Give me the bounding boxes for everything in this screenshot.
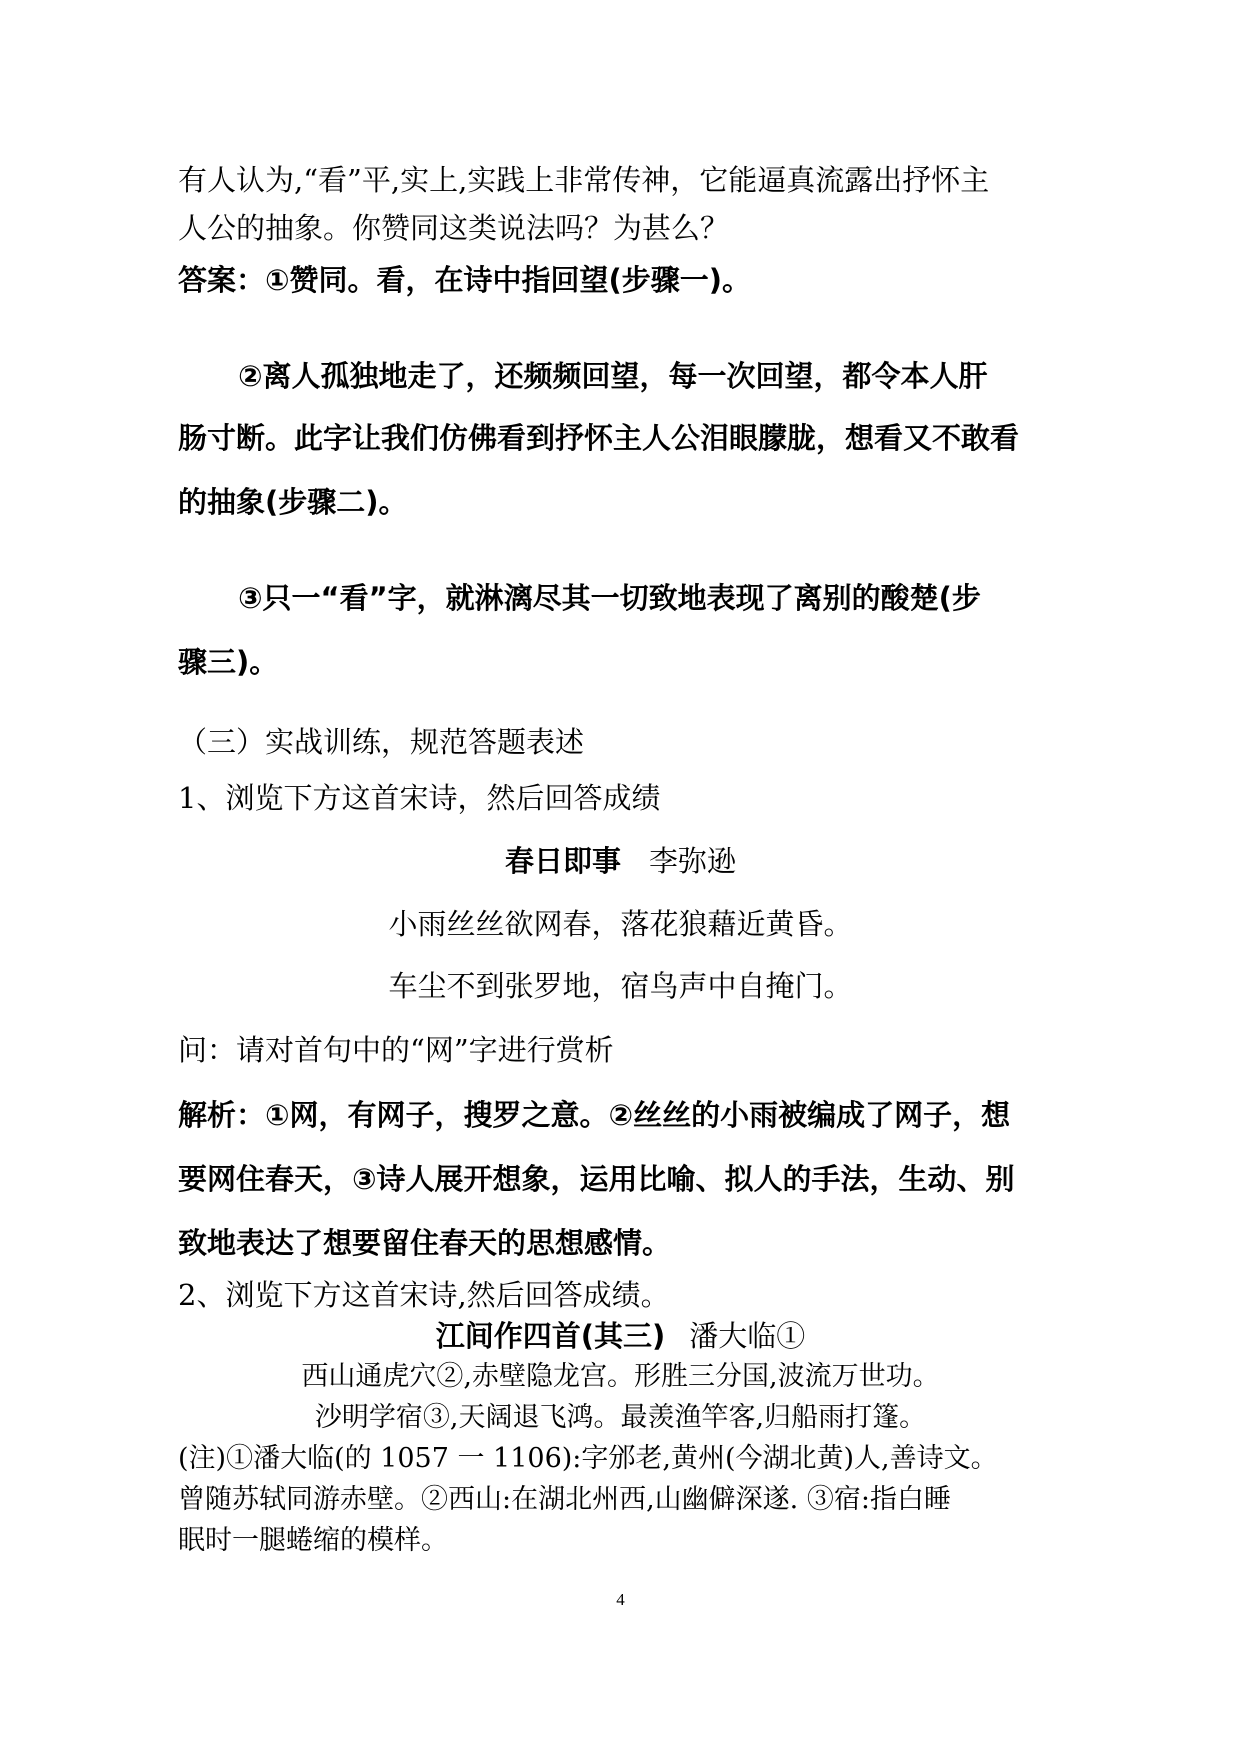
answer-line-2: ②离人孤独地走了，还频频回望，每一次回望，都令本人肝 bbox=[238, 359, 988, 393]
exercise-1-poem-author: 李弥逊 bbox=[649, 844, 737, 878]
exercise-2-poem-line-1: 西山通虎穴②,赤壁隐龙宫。形胜三分国,波流万世功。 bbox=[301, 1361, 940, 1392]
answer-line-6: 骤三)。 bbox=[178, 645, 279, 679]
exercise-1-poem-heading bbox=[0, 843, 1241, 879]
exercise-1-poem-title: 春日即事 bbox=[504, 844, 621, 878]
exercise-2-poem-title: 江间作四首(其三) bbox=[435, 1319, 666, 1353]
exercise-1-poem-line-2: 车尘不到张罗地，宿鸟声中自掩门。 bbox=[388, 969, 853, 1003]
exercise-2-poem-heading bbox=[0, 1318, 1241, 1354]
exercise-1-analysis-line-1: 解析：①网，有网子，搜罗之意。②丝丝的小雨被编成了网子，想 bbox=[178, 1098, 1011, 1132]
exercise-1-analysis-line-2: 要网住春天，③诗人展开想象，运用比喻、拟人的手法，生动、别 bbox=[178, 1162, 1015, 1196]
exercise-2-poem-author: 潘大临① bbox=[689, 1319, 806, 1353]
answer-line-3: 肠寸断。此字让我们仿佛看到抒怀主人公泪眼朦胧，想看又不敢看 bbox=[178, 421, 1020, 455]
exercise-1-question: 问：请对首句中的“网”字进行赏析 bbox=[178, 1033, 614, 1067]
exercise-2-poem-line-2: 沙明学宿③,天阔退飞鸿。最羡渔竿客,归船雨打篷。 bbox=[314, 1402, 927, 1433]
exercise-2-note-line-2: 曾随苏轼同游赤壁。②西山:在湖北州西,山幽僻深遂. ③宿:指白睡 bbox=[178, 1484, 951, 1515]
answer-line-5: ③只一“看”字，就淋漓尽其一切致地表现了离别的酸楚(步 bbox=[238, 581, 981, 615]
exercise-1-prompt: 1、浏览下方这首宋诗，然后回答成绩 bbox=[178, 781, 661, 815]
exercise-1-poem-line-1: 小雨丝丝欲网春，落花狼藉近黄昏。 bbox=[388, 907, 853, 941]
exercise-1-analysis-line-3: 致地表达了想要留住春天的思想感情。 bbox=[178, 1226, 672, 1260]
exercise-2-note-line-3: 眠时一腿蜷缩的模样。 bbox=[178, 1525, 448, 1556]
page-number: 4 bbox=[616, 1590, 625, 1609]
section-heading: （三）实战训练，规范答题表述 bbox=[178, 725, 585, 759]
answer-line-4: 的抽象(步骤二)。 bbox=[178, 485, 408, 519]
exercise-2-prompt: 2、浏览下方这首宋诗,然后回答成绩。 bbox=[178, 1278, 670, 1312]
exercise-2-note-line-1: (注)①潘大临(的 1057 一 1106):字邠老,黄州(今湖北黄)人,善诗文。 bbox=[178, 1443, 998, 1474]
question-intro-line-2: 人公的抽象。你赞同这类说法吗？为甚么？ bbox=[178, 211, 730, 245]
answer-line-1: 答案：①赞同。看，在诗中指回望(步骤一)。 bbox=[178, 263, 752, 297]
question-intro-line-1: 有人认为,“看”平,实上,实践上非常传神，它能逼真流露出抒怀主 bbox=[178, 163, 990, 197]
